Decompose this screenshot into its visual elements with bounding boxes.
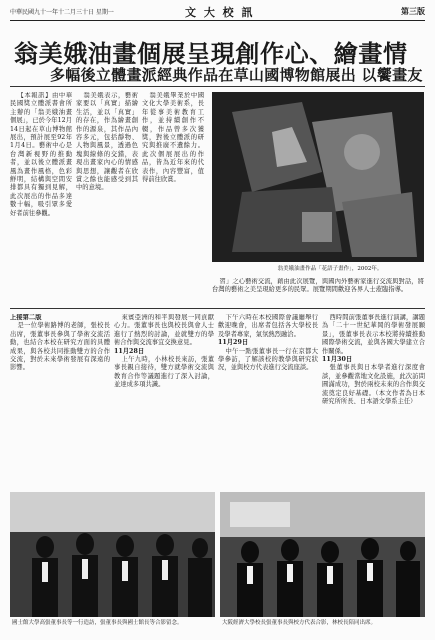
photo-caption-right: 大阪經濟大學校長張董事長與校方代表合影，林校長陪同出席。 [222, 620, 377, 626]
article-text: 下午六時在本校國際會議廳舉行歡迎晚會，出席者包括各大學校長及學者專家，氣氛熱烈融洽。 [218, 314, 318, 338]
article-col-3 [142, 92, 204, 282]
painting-caption: 翁美娥油畫作品「花語子畫作」，2002年。 [277, 266, 383, 272]
issue-date: 中華民國九十一年十二月三十日 星期一 [10, 9, 114, 16]
section-title: 上接第二版 [10, 314, 42, 321]
lower-col-1 [10, 314, 110, 489]
group-photo-image [220, 492, 425, 617]
article-col-2 [76, 92, 138, 282]
divider [10, 308, 425, 309]
article-text: 西時間前張董事長進行演講，講題為「二十一世紀華岡的學術發展願景」，張董事長表示本校將持續推動國際學術交流，並與各國大學建立合作關係。 [322, 314, 425, 355]
lower-col-2 [114, 314, 214, 489]
photo-caption-left: 國士館大學高張董事長等一行造訪，張董事長與國士館長等合影留念。 [12, 620, 183, 626]
article-text: 張董事長與日本學者進行深度會談，並參觀當地文化設施，此次訪問圓滿成功，對於兩校未來的合作與交流奠定良好基礎。（本文作者為日本研究所所長、日本語文學系主任） [322, 364, 425, 406]
group-photo-right [220, 492, 425, 617]
article-text: 【本報訊】由中華民國獎立體派書會所主辦的「翁美娥油畫個展」，已於今年12月14日起在草山博物館展出，預計展至92年1月4日。藝術中心是台灣新視野的推動者，並以後立體派畫風為畫作風格，色彩鮮明，結構與空間安排都具有獨到見解，此次展出的作品多達數十幅，吸引眾多愛好者前往參觀。 [10, 92, 72, 217]
article-text: 上午九時，小林校長來訪，張董事長親自接待，雙方就學術交流與教育合作等議題進行了深入討論，並達成多項共識。 [114, 356, 214, 389]
subheadline: 多幅後立體畫派經典作品在草山國博物館展出 以饗畫友 [50, 66, 423, 84]
headline: 翁美娥油畫個展呈現創作心、繪畫情 [14, 40, 408, 68]
date-heading: 11月28日 [114, 347, 145, 355]
painting-image [212, 92, 424, 262]
article-text: 來賓亞洲的和平與發展一同貢獻心力。張董事長也與校長與會人士進行了熱烈的討論，並就雙方的學術合作與交流事宜交換意見。 [114, 314, 214, 347]
article-col-1 [10, 92, 72, 282]
date-heading: 11月29日 [218, 339, 249, 347]
article-text: 習」之心藝術交流，藉由此次展覽，與國內外藝術家進行交流與對話，將台灣的藝術之美呈現給更多的民眾。展覽期間歡迎各界人士蒞臨指導。 [212, 278, 424, 294]
paper-name: 文 大 校 訊 [185, 6, 255, 19]
painting-photo [212, 92, 424, 262]
divider [10, 86, 425, 87]
group-photo-image [10, 492, 215, 617]
masthead [10, 4, 425, 21]
article-text: 是一位學術路博的老師，張校長出席，張董事長參與了學術交流活動，也結合本校在研究方面的具體成果，與各校共同推動雙方的合作交流，對於未來學術發展有深遠的影響。 [10, 322, 110, 372]
right-column-text [212, 278, 424, 306]
lower-col-3 [218, 314, 318, 489]
article-text: 翁美娥畢業於中國文化大學美術系，長年從事美術教育工作，並持續創作不輟，作品曾多次獲獎，對後立體派的研究與推廣不遺餘力。此次個展展出的作品，皆為近年來的代表作，內容豐富，值得前往欣賞。 [142, 92, 204, 184]
date-heading: 11月30日 [322, 356, 353, 364]
lower-col-4 [322, 314, 425, 489]
article-text: 翁美娥表示，藝術家要以「真實」描繪生活，並以「真實」的存在，作為繪畫創作的源泉，其作品內容多元，包括靜物、人物與風景，透過色塊與線條的交錯，表現出畫家內心的情感與思想，讓觀者在欣賞之餘也能感受到其中的意境。 [76, 92, 138, 192]
group-photo-left [10, 492, 215, 617]
page-label: 第三版 [401, 6, 425, 16]
article-text: 中午一點張董事長一行在京都大學參訪，了解該校的教學與研究狀況，並與校方代表進行交流座談。 [218, 347, 318, 372]
